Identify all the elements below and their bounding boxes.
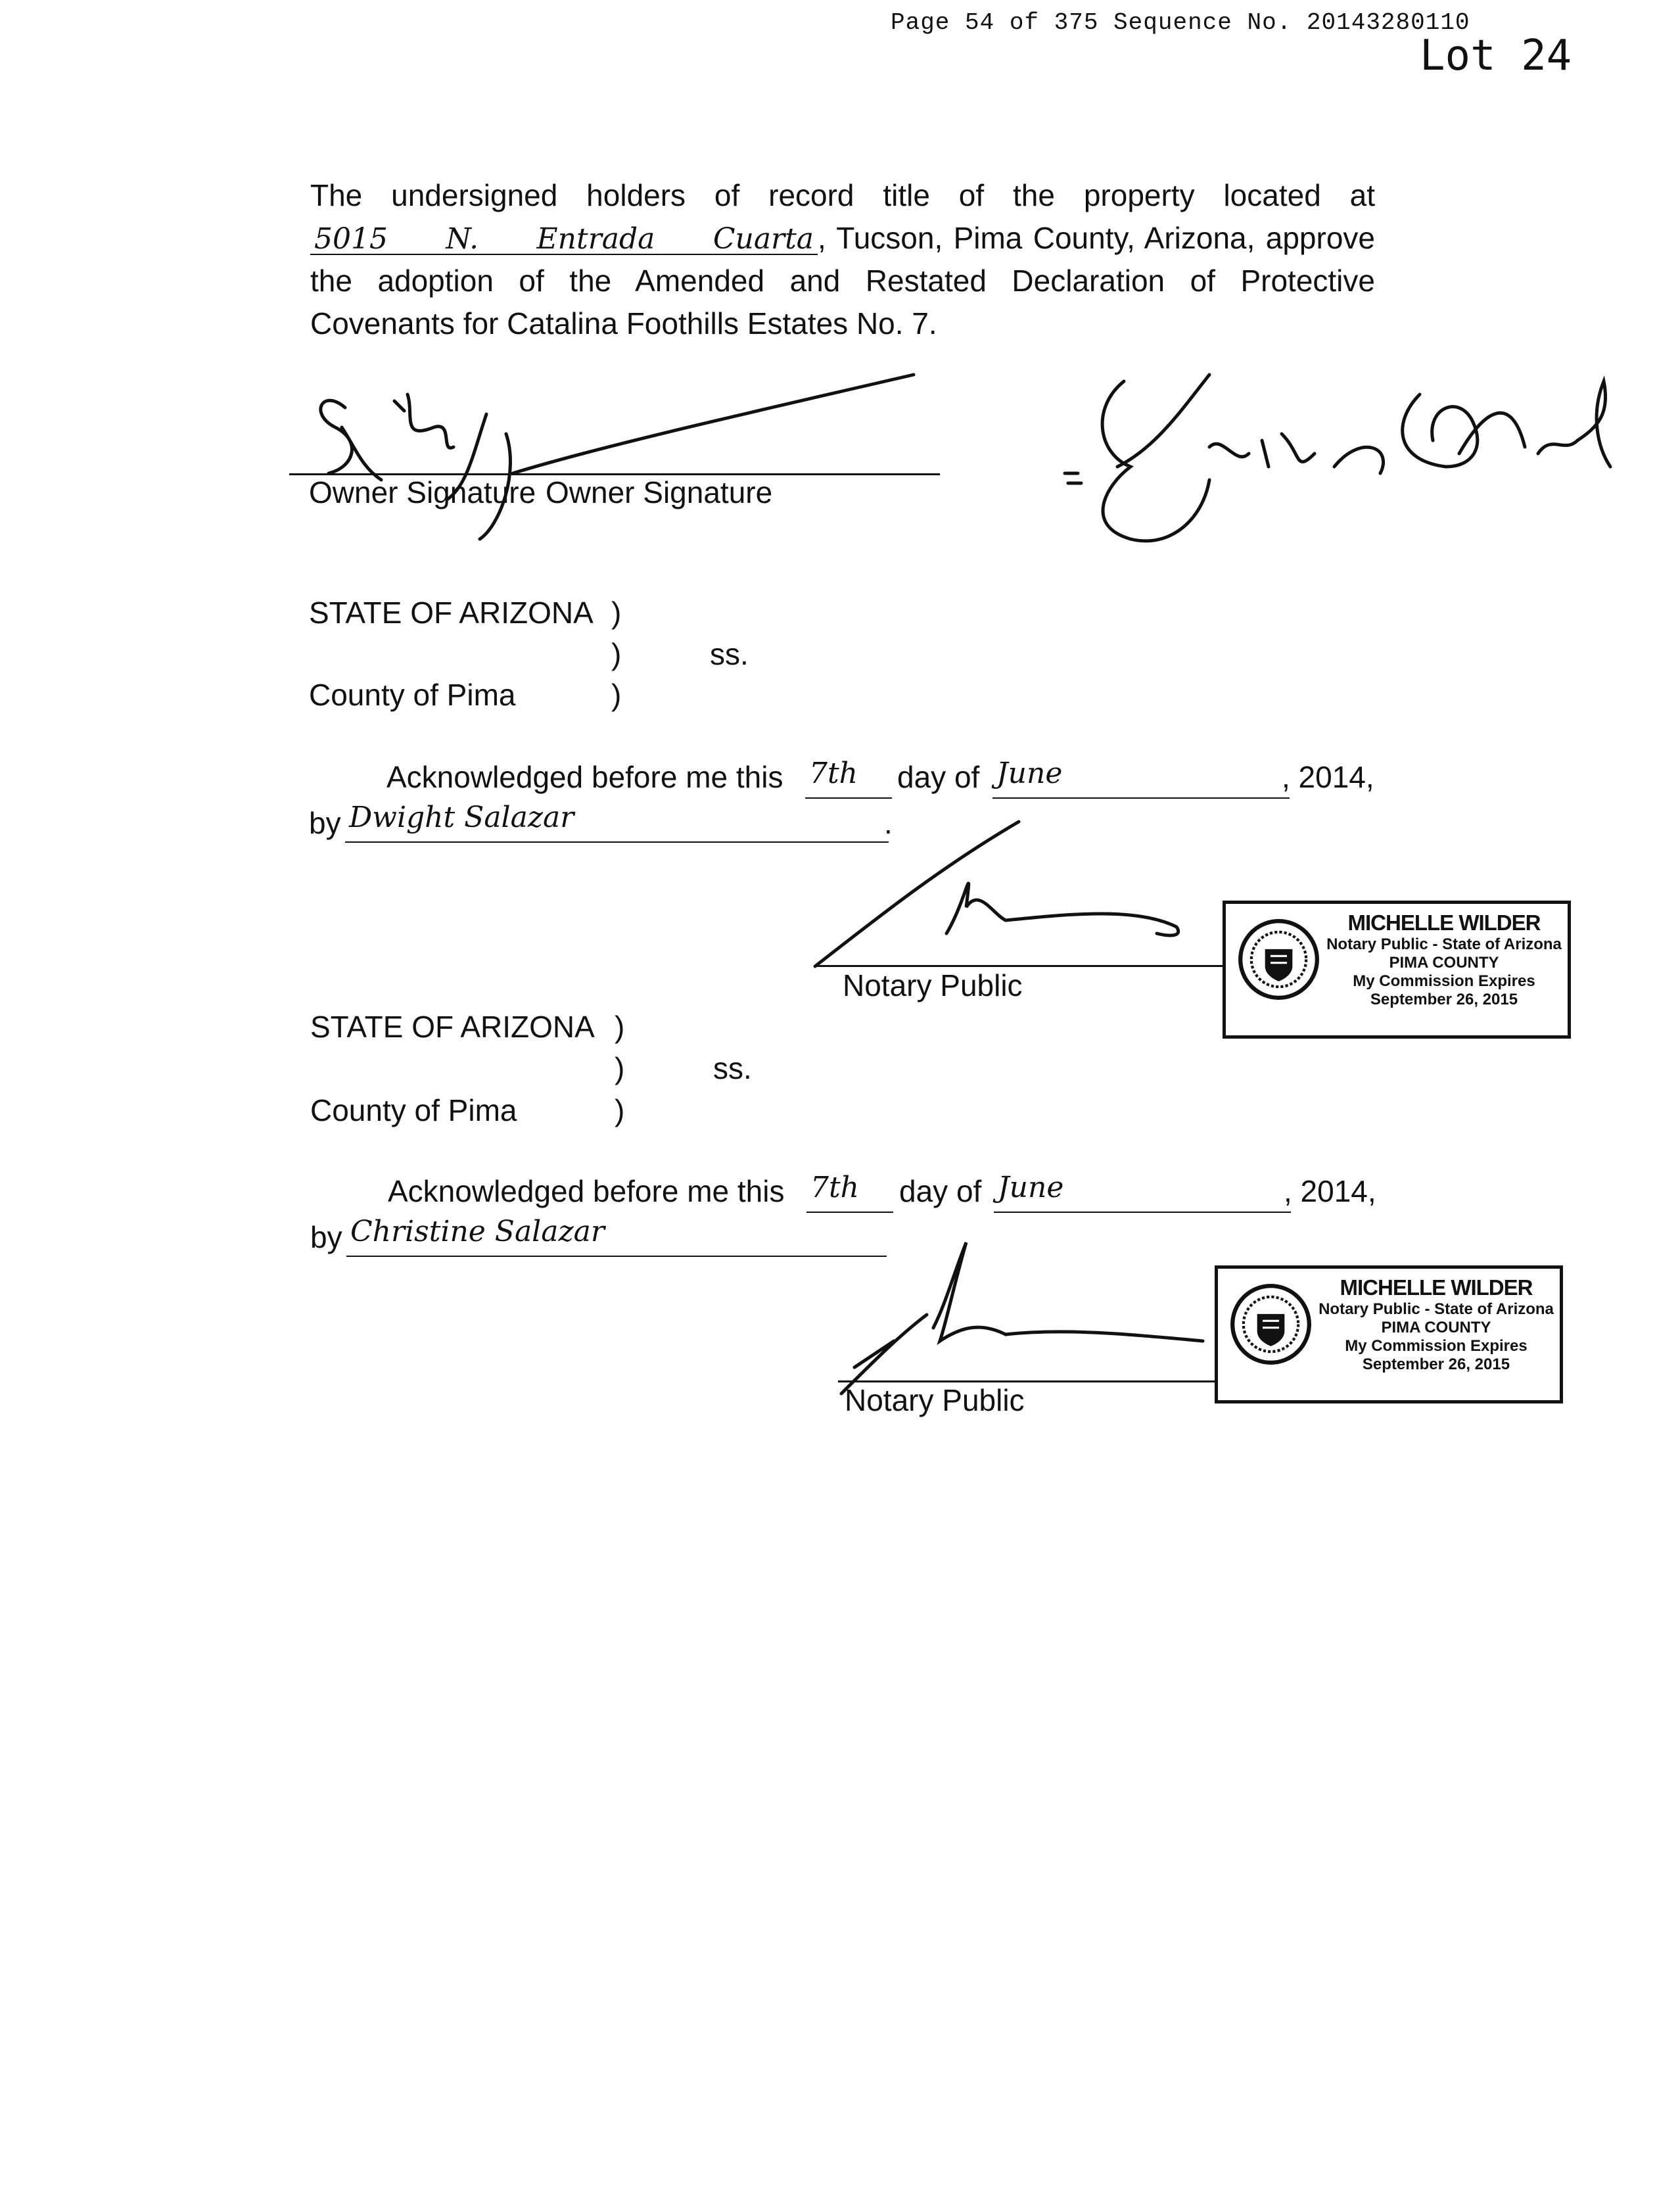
ack2-stamp-line1: Notary Public - State of Arizona <box>1318 1300 1554 1318</box>
ack1-day-handwritten: 7th <box>805 759 892 799</box>
ack1-notary-label: Notary Public <box>843 968 1023 1002</box>
ack1-stamp-line3: My Commission Expires <box>1353 972 1535 990</box>
ack2-notary-stamp <box>1215 1265 1563 1403</box>
ack1-by: by <box>309 806 341 840</box>
ack2-stamp-line3: My Commission Expires <box>1345 1337 1528 1355</box>
owner-signature-1 <box>283 375 940 559</box>
approval-line-3: the adoption of the Amended and Restated Declaration of Protective <box>310 264 1375 298</box>
ack1-notary-line <box>815 965 1236 967</box>
ack2-county: County of Pima <box>310 1093 517 1127</box>
ack2-stamp-line4: September 26, 2015 <box>1362 1355 1510 1373</box>
ack1-county: County of Pima <box>309 678 516 712</box>
ack2-state: STATE OF ARIZONA <box>310 1010 595 1044</box>
ack1-notary-signature <box>808 815 1216 979</box>
property-address-handwritten: 5015 N. Entrada Cuarta <box>310 225 818 255</box>
ack1-paren-3: ) <box>611 678 622 712</box>
ack1-period: . <box>884 806 893 840</box>
ack1-month-handwritten: June <box>992 759 1290 799</box>
ack1-day-of: day of <box>897 760 980 794</box>
lot-number-note: Lot 24 <box>1420 32 1572 80</box>
ack1-stamp-line4: September 26, 2015 <box>1370 991 1518 1008</box>
ack1-ss: ss. <box>710 637 749 671</box>
ack1-stamp-line2: PIMA COUNTY <box>1389 954 1499 972</box>
ack2-day-handwritten: 7th <box>806 1173 893 1213</box>
ack1-stamp-name: MICHELLE WILDER <box>1347 910 1541 935</box>
ack2-ss: ss. <box>713 1051 752 1085</box>
ack2-by: by <box>310 1220 342 1254</box>
approval-line-1: The undersigned holders of record title of the property located at <box>310 178 1375 212</box>
approval-line-2 <box>310 217 1375 260</box>
approval-paragraph <box>310 174 1375 345</box>
ack1-notary-seal-icon <box>1238 918 1320 1001</box>
ack1-paren-2: ) <box>611 637 622 671</box>
ack2-paren-2: ) <box>615 1051 625 1085</box>
ack1-acknowledged-text: Acknowledged before me this <box>386 760 783 794</box>
page-sequence-header: Page 54 of 375 Sequence No. 20143280110 <box>891 9 1470 36</box>
ack2-month-handwritten: June <box>994 1173 1291 1213</box>
ack2-notary-label: Notary Public <box>845 1383 1025 1417</box>
ack2-paren-1: ) <box>615 1010 625 1044</box>
approval-line-2-text: , Tucson, Pima County, Arizona, approve <box>818 221 1375 255</box>
ack2-paren-3: ) <box>615 1093 625 1127</box>
ack2-day-of: day of <box>899 1174 982 1208</box>
ack1-state: STATE OF ARIZONA <box>309 596 594 630</box>
ack2-year: , 2014, <box>1284 1174 1376 1208</box>
owner-signature-2 <box>1052 368 1617 559</box>
ack2-stamp-line2: PIMA COUNTY <box>1381 1319 1491 1336</box>
ack2-acknowledged-text: Acknowledged before me this <box>388 1174 785 1208</box>
approval-line-4: Covenants for Catalina Foothills Estates No. 7. <box>310 306 937 341</box>
ack2-by-name-handwritten: Christine Salazar <box>346 1217 887 1257</box>
ack1-paren-1: ) <box>611 596 622 630</box>
owner-signature-label-1: Owner Signature <box>309 475 536 509</box>
ack2-notary-signature <box>835 1236 1229 1400</box>
ack1-stamp-line1: Notary Public - State of Arizona <box>1326 935 1562 953</box>
ack2-notary-seal-icon <box>1230 1283 1312 1365</box>
ack2-stamp-name: MICHELLE WILDER <box>1340 1275 1533 1300</box>
owner-signature-label-2: Owner Signature <box>546 475 773 509</box>
ack1-year: , 2014, <box>1282 760 1374 794</box>
ack1-by-name-handwritten: Dwight Salazar <box>345 803 889 843</box>
ack1-notary-stamp <box>1223 901 1571 1039</box>
